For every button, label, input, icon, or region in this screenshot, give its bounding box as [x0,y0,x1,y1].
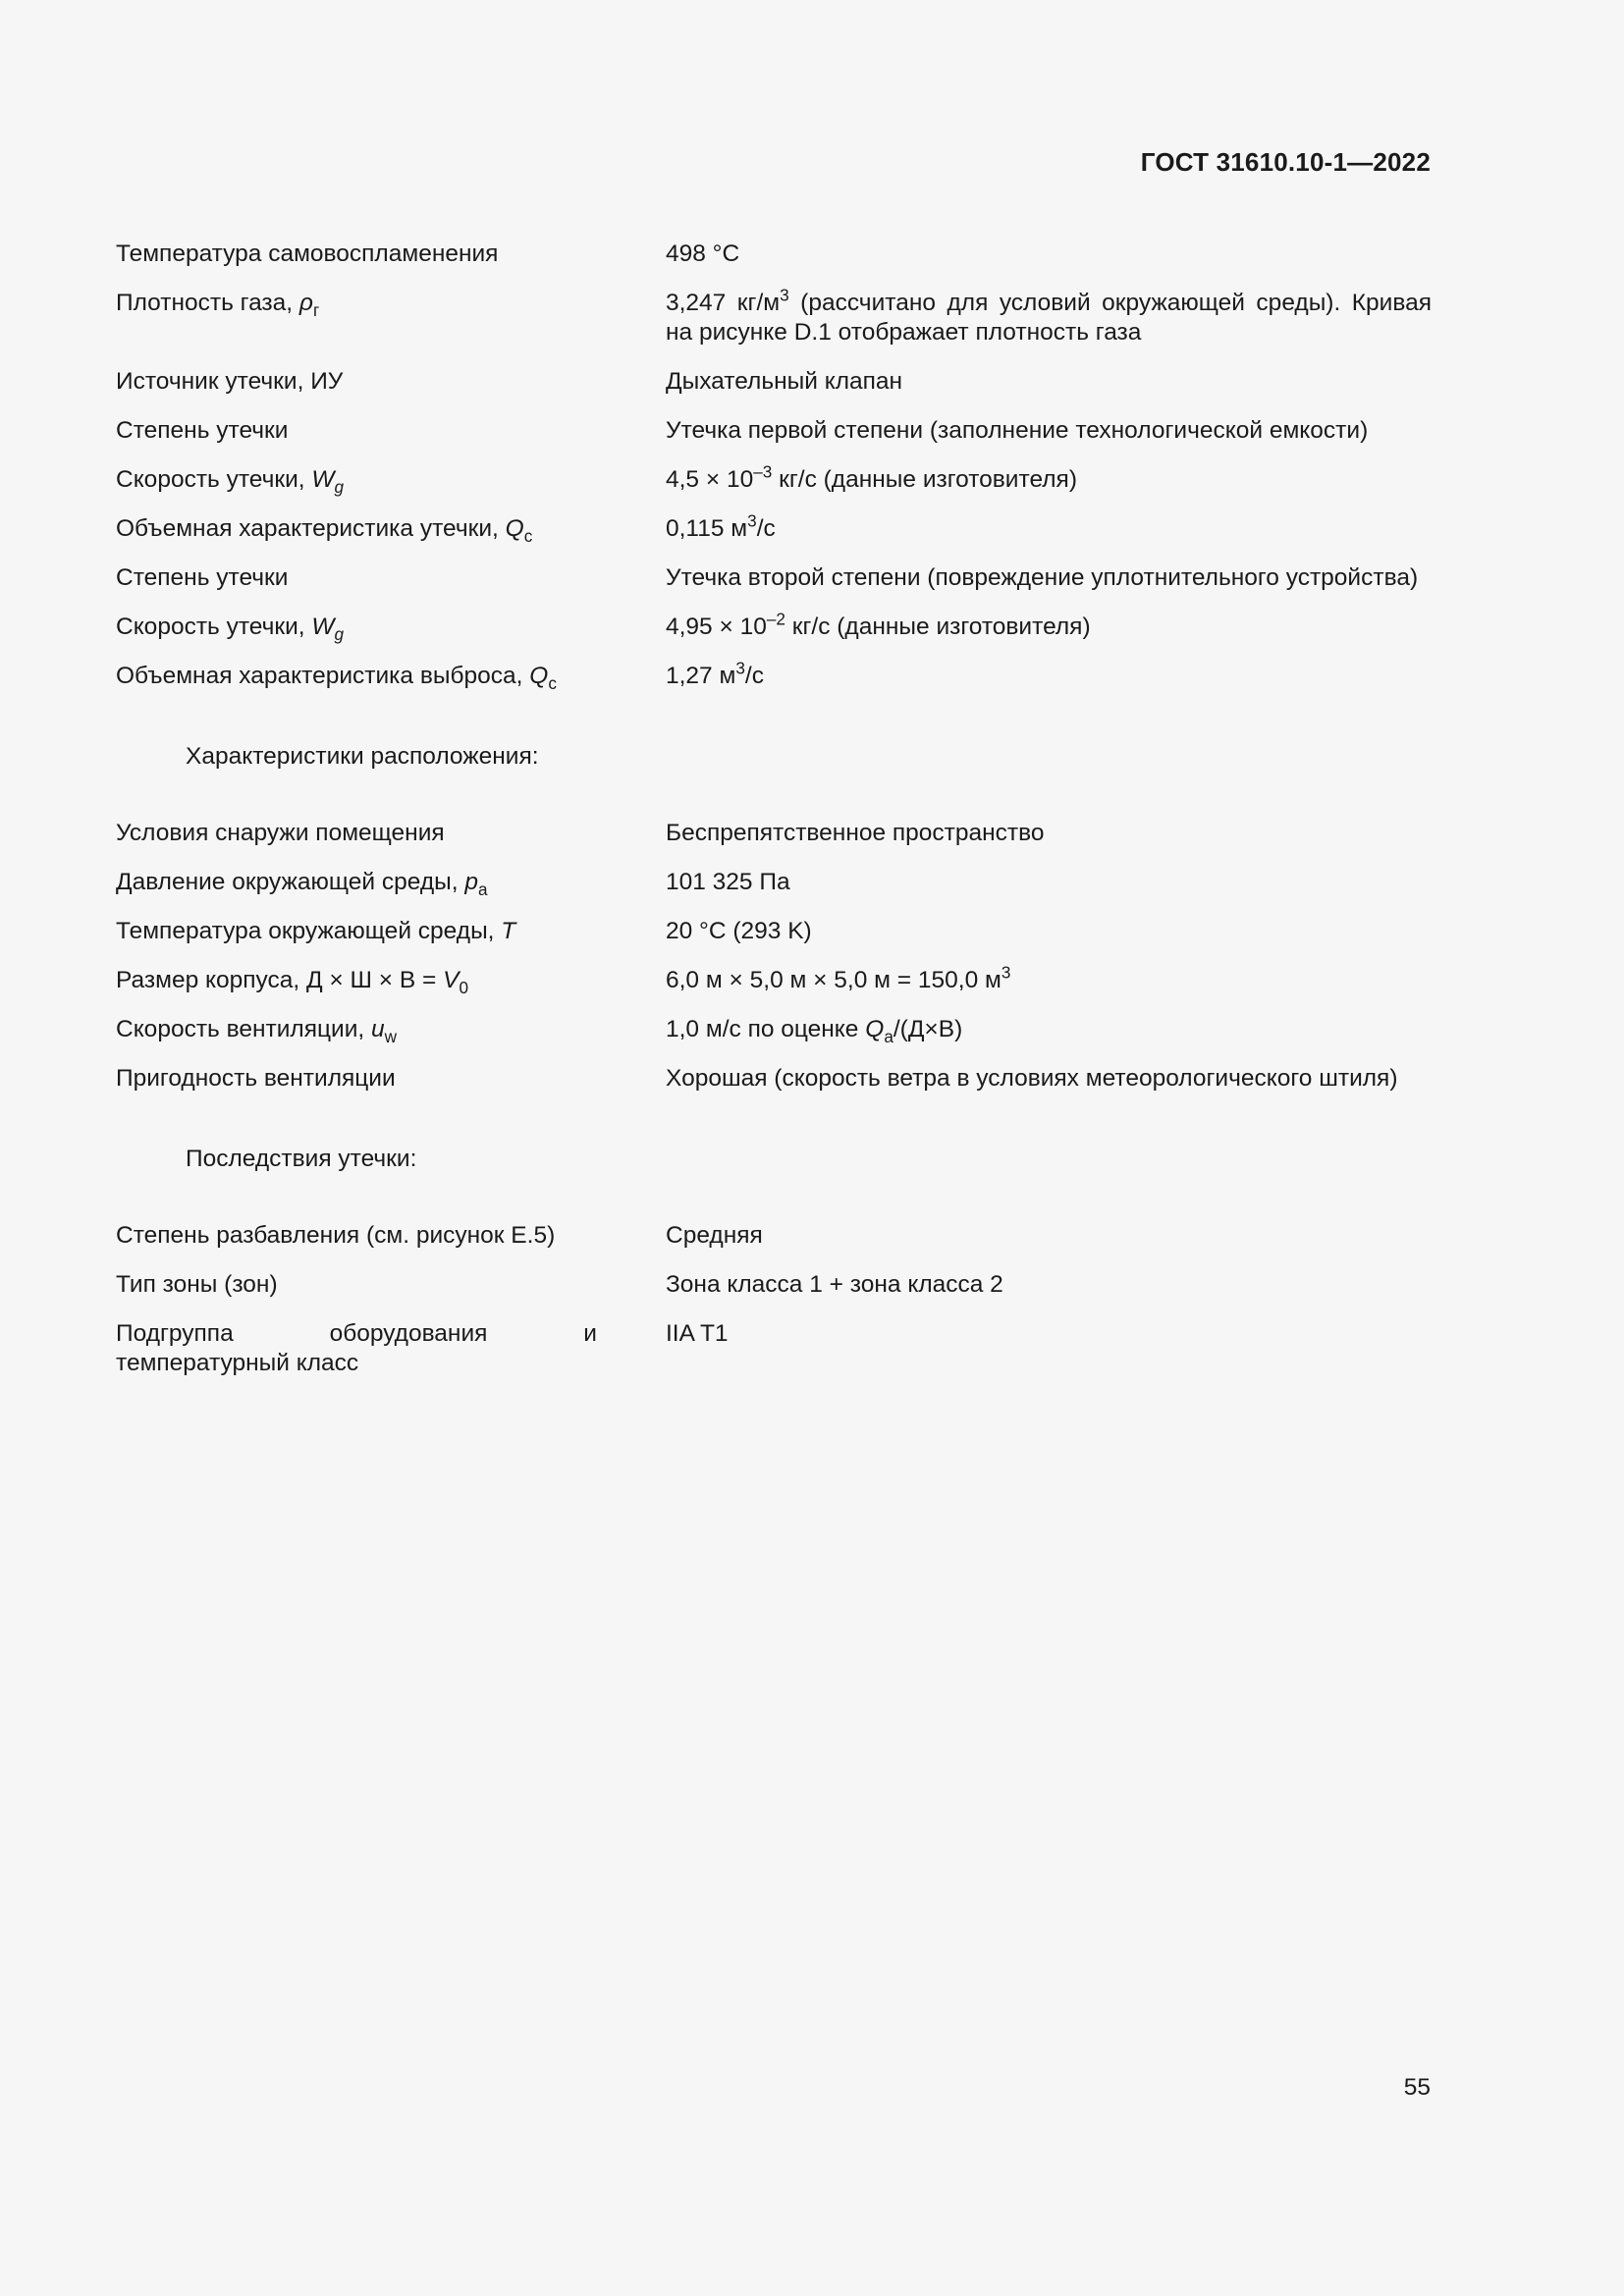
param-row [116,1015,1432,1044]
param-value: IIA T1 [666,1320,729,1347]
param-label: Источник утечки, ИУ [116,368,344,395]
param-value: Средняя [666,1222,763,1249]
param-row [116,240,1432,269]
param-row [116,1064,1432,1094]
param-row [116,962,1432,997]
param-label: Объемная характеристика выброса, $Q_c$ [116,663,557,693]
param-value: Утечка первой степени (заполнение технологической емкости) [666,417,1369,444]
param-row [116,658,1432,693]
param-value: $4,95 \times 10^{-2}$ кг/с (данные изготовителя) [666,609,1091,640]
param-value: 1,0 м/с по оценке $Q_a/(Д\times В)$ [666,1016,963,1046]
param-row [116,510,1432,546]
param-value: Дыхательный клапан [666,368,903,395]
param-row [116,917,1432,946]
document-code: ГОСТ 31610.10-1—2022 [1140,147,1431,177]
param-label: Скорость вентиляции, $u_w$ [116,1016,398,1046]
param-label: Скорость утечки, $W_g$ [116,466,345,497]
param-label: Давление окружающей среды, $p_a$ [116,869,488,899]
param-value: Хорошая (скорость ветра в условиях метеорологического штиля) [666,1065,1398,1092]
param-label: Пригодность вентиляции [116,1065,396,1092]
param-row [116,609,1432,644]
param-row [116,1270,1432,1300]
section-heading: Последствия утечки: [186,1146,417,1172]
document-body [116,240,1432,1398]
param-label: Подгруппа оборудования и температурный класс [116,1320,597,1376]
param-value: Зона класса 1 + зона класса 2 [666,1271,1003,1298]
param-value: 1,27 $м^3/с$ [666,658,764,689]
param-row [116,1319,1432,1378]
section-heading: Характеристики расположения: [186,743,539,770]
param-value: Утечка второй степени (повреждение уплотнительного устройства) [666,564,1419,591]
param-row [116,1221,1432,1251]
param-row [116,819,1432,848]
param-label: Тип зоны (зон) [116,1271,278,1298]
param-row [116,416,1432,446]
param-label: Температура самовоспламенения [116,240,499,267]
param-label: Степень разбавления (см. рисунок Е.5) [116,1222,556,1249]
param-label: Размер корпуса, $Д \times Ш \times В = V_0$ [116,967,469,997]
param-label: Объемная характеристика утечки, $Q_c$ [116,515,533,546]
param-value: Беспрепятственное пространство [666,820,1045,846]
param-label: Скорость утечки, $W_g$ [116,614,345,644]
page-number: 55 [1403,2074,1431,2101]
param-label: Условия снаружи помещения [116,820,445,846]
param-value: $4,5 \times 10^{-3}$ кг/с (данные изготовителя) [666,461,1077,493]
param-row [116,563,1432,593]
param-value: 20 °C (293 K) [666,918,812,944]
param-value: 101 325 Па [666,869,790,895]
param-row [116,461,1432,497]
param-label: Плотность газа, $\rho_г$ [116,290,320,320]
param-row [116,285,1432,347]
param-label: Степень утечки [116,564,289,591]
param-label: Степень утечки [116,417,289,444]
param-value: 3,247 $кг/м^3$ (рассчитано для условий окружающей среды). Кривая на рисунке D.1 отображает плотность газа [666,285,1432,346]
param-row [116,868,1432,897]
param-value: 0,115 $м^3/с$ [666,510,776,542]
param-value: 6,0 м × 5,0 м × 5,0 м = 150,0 $м^3$ [666,962,1011,993]
param-value: 498 °C [666,240,740,267]
param-label: Температура окружающей среды, T [116,918,516,944]
param-row [116,367,1432,397]
